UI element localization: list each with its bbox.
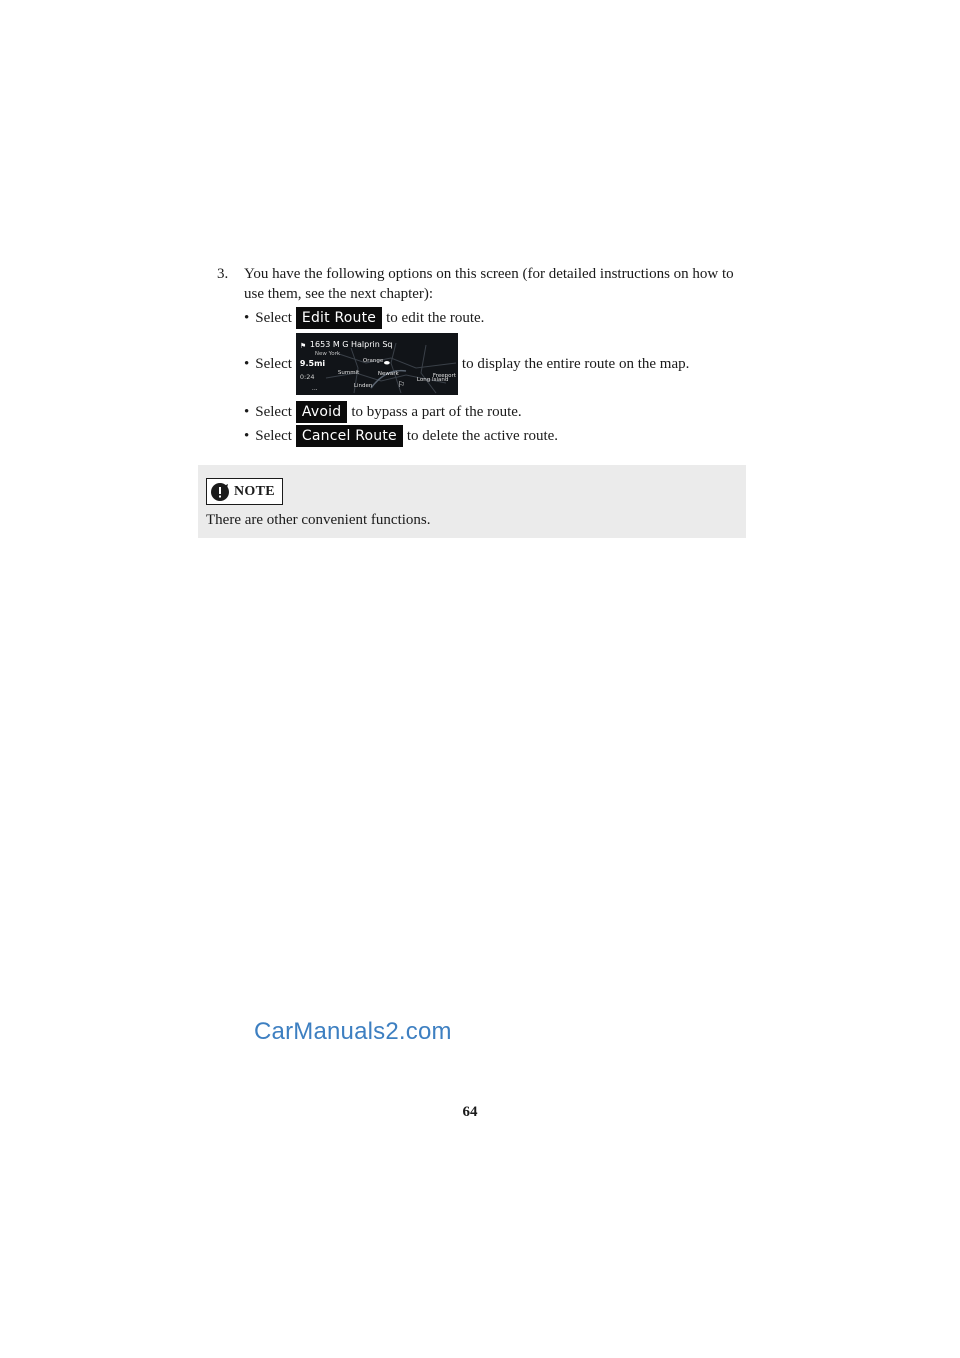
avoid-button[interactable]: Avoid bbox=[296, 401, 347, 423]
bullet-route-overview bbox=[244, 333, 689, 395]
step-number: 3. bbox=[217, 266, 229, 282]
map-place-linden: Linden bbox=[353, 383, 373, 389]
watermark: CarManuals2.com bbox=[254, 1018, 452, 1045]
bullet-suffix: to display the entire route on the map. bbox=[461, 356, 690, 372]
bullet-cancel-route bbox=[244, 425, 558, 447]
bullet-dot: • bbox=[244, 356, 250, 372]
highway-shield-icon: ⬬ bbox=[383, 359, 390, 367]
checkered-flag-icon: ⚐ bbox=[397, 380, 406, 389]
note-text: There are other convenient functions. bbox=[206, 512, 431, 528]
bullet-suffix: to bypass a part of the route. bbox=[351, 404, 522, 420]
bullet-prefix: Select bbox=[255, 356, 292, 372]
map-distance: 9.5mi bbox=[299, 359, 326, 368]
bullet-prefix: Select bbox=[255, 428, 292, 444]
page-number: 64 bbox=[462, 1104, 478, 1120]
note-badge bbox=[206, 478, 283, 505]
bullet-dot: • bbox=[244, 310, 250, 326]
route-overview-map-button[interactable] bbox=[296, 333, 458, 395]
bullet-prefix: Select bbox=[255, 310, 292, 326]
note-icon bbox=[210, 482, 230, 502]
step-3 bbox=[217, 264, 757, 304]
map-time: 0:24 bbox=[299, 373, 315, 381]
map-place-long-island: Long Island bbox=[416, 377, 449, 383]
map-address: 1653 M G Halprin Sq bbox=[309, 340, 393, 349]
bullet-suffix: to edit the route. bbox=[386, 310, 485, 326]
edit-route-button[interactable]: Edit Route bbox=[296, 307, 382, 329]
cancel-route-button[interactable]: Cancel Route bbox=[296, 425, 403, 447]
note-box bbox=[198, 465, 746, 538]
note-label: NOTE bbox=[234, 483, 275, 499]
bullet-suffix: to delete the active route. bbox=[406, 428, 559, 444]
map-place-orange: Orange bbox=[362, 358, 384, 364]
bullet-prefix: Select bbox=[255, 404, 292, 420]
map-place-newark: Newark bbox=[377, 371, 399, 377]
bullet-dot: • bbox=[244, 428, 250, 444]
more-icon: ··· bbox=[311, 387, 318, 394]
bullet-edit-route bbox=[244, 307, 484, 329]
bullet-dot: • bbox=[244, 404, 250, 420]
flag-icon: ⚑ bbox=[299, 342, 307, 350]
map-city: New York bbox=[314, 351, 341, 357]
map-place-summit: Summit bbox=[337, 370, 360, 376]
map-place-freeport: Freeport bbox=[432, 373, 456, 379]
bullet-avoid bbox=[244, 401, 522, 423]
step-text: You have the following options on this screen (for detailed instructions on how to use them, see the next chapter): bbox=[244, 266, 734, 302]
